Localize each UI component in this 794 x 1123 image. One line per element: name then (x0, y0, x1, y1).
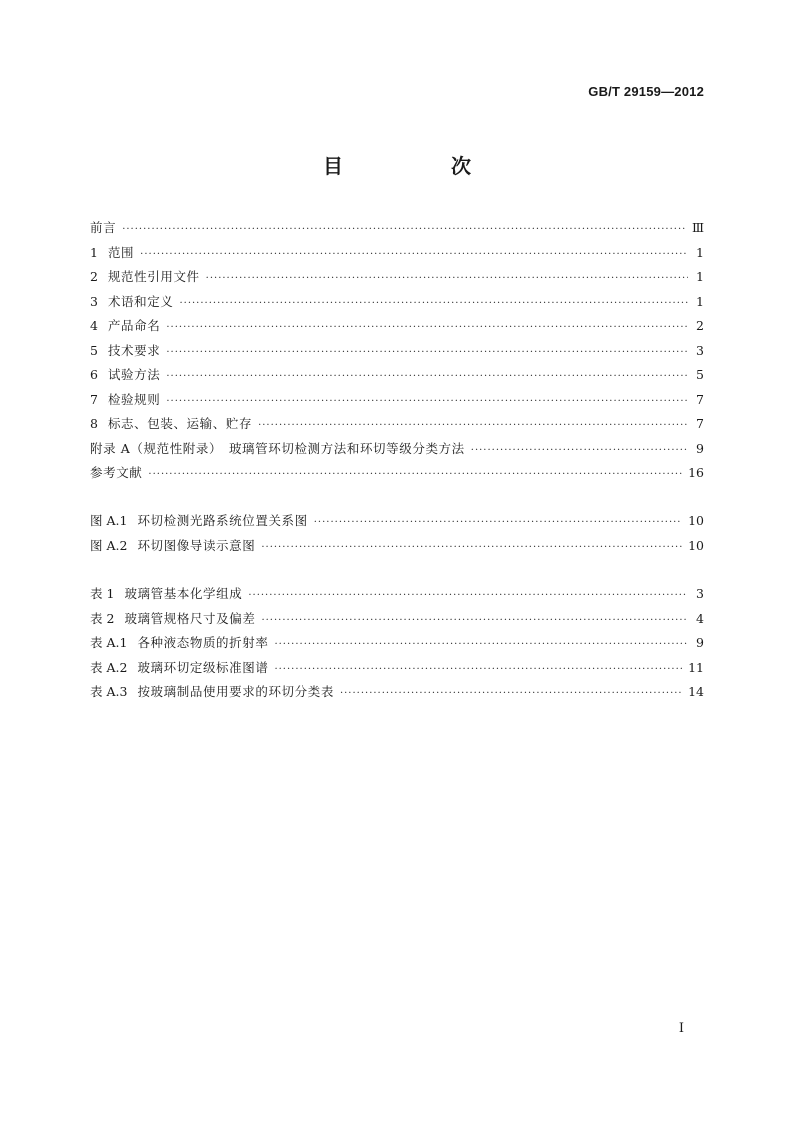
table-label: 玻璃管基本化学组成 (124, 586, 243, 601)
toc-entry-number: 1 (90, 244, 98, 260)
figure-page: 10 (688, 537, 704, 553)
toc-tables (90, 582, 704, 705)
toc-entry-number: 3 (90, 293, 98, 309)
toc-entry-7[interactable] (90, 388, 704, 413)
toc-entry-label: 试验方法 (107, 367, 161, 382)
table-entry[interactable] (90, 680, 704, 705)
dot-leader (206, 267, 688, 292)
figure-number: 图 A.1 (90, 513, 128, 528)
toc-entry-number: 8 (90, 416, 98, 431)
toc-entry-number: 5 (90, 342, 98, 358)
table-entry[interactable] (90, 656, 704, 681)
toc-entry-foreword[interactable] (90, 216, 704, 241)
table-label: 各种液态物质的折射率 (137, 635, 269, 650)
toc-entry-annex-a[interactable] (90, 437, 704, 462)
dot-leader (258, 414, 688, 439)
toc-entry-label: 范围 (107, 244, 135, 260)
table-entry[interactable] (90, 631, 704, 656)
toc-entry-page: 1 (696, 244, 704, 260)
dot-leader (166, 341, 688, 366)
toc-entry-number: 2 (90, 269, 98, 284)
figure-entry[interactable] (90, 509, 704, 534)
toc-entry-label: 技术要求 (107, 342, 161, 358)
toc-entry-label: 规范性引用文件 (107, 269, 200, 284)
toc-entry-page: 9 (696, 440, 704, 456)
standard-code: GB/T 29159—2012 (588, 84, 704, 99)
toc-entry-3[interactable] (90, 290, 704, 315)
dot-leader (248, 584, 688, 609)
table-number: 表 A.2 (90, 659, 128, 675)
toc-entry-2[interactable] (90, 265, 704, 290)
table-entry[interactable] (90, 582, 704, 607)
toc-entry-label: 术语和定义 (107, 293, 174, 309)
table-label: 玻璃环切定级标准图谱 (137, 659, 269, 675)
page-title: 目 次 (323, 154, 515, 178)
toc-entry-label: 前言 (90, 220, 117, 235)
figure-page: 10 (688, 513, 704, 528)
dot-leader (314, 511, 682, 536)
figure-label: 环切检测光路系统位置关系图 (137, 513, 308, 528)
toc-entry-page: 5 (696, 367, 704, 382)
dot-leader (166, 316, 688, 341)
page-number: I (678, 1021, 684, 1036)
dot-leader (471, 439, 688, 464)
toc-entry-4[interactable] (90, 314, 704, 339)
table-number: 表 1 (90, 586, 115, 601)
toc-entry-page: 7 (696, 391, 704, 407)
table-page: 14 (688, 684, 704, 699)
toc-entry-label: 检验规则 (107, 391, 161, 407)
dot-leader (274, 633, 688, 658)
toc-entry-5[interactable] (90, 339, 704, 364)
dot-leader (261, 609, 688, 634)
toc-entry-label: 参考文献 (90, 465, 143, 480)
dot-leader (166, 390, 688, 415)
figure-label: 环切图像导读示意图 (137, 537, 256, 553)
dot-leader (140, 243, 688, 268)
table-number: 表 A.1 (90, 635, 128, 650)
dot-leader (166, 365, 688, 390)
dot-leader (148, 463, 682, 488)
toc-entry-page: 16 (688, 465, 704, 480)
dot-leader (261, 536, 682, 561)
toc-entry-1[interactable] (90, 241, 704, 266)
toc-entry-number: 7 (90, 391, 98, 407)
toc-entry-page: 2 (696, 318, 704, 333)
toc-entry-page: 3 (696, 342, 704, 358)
table-number: 表 A.3 (90, 684, 128, 699)
toc-entry-bibliography[interactable] (90, 461, 704, 486)
table-page: 11 (688, 659, 704, 675)
toc-entry-page: 7 (696, 416, 704, 431)
toc-entry-8[interactable] (90, 412, 704, 437)
toc-main (90, 216, 704, 486)
toc-entry-label: 产品命名 (107, 318, 161, 333)
dot-leader (122, 218, 686, 243)
figure-number: 图 A.2 (90, 537, 128, 553)
toc-entry-page: 1 (696, 269, 704, 284)
toc-entry-label: 附录 A（规范性附录） 玻璃管环切检测方法和环切等级分类方法 (90, 440, 465, 456)
toc-entry-6[interactable] (90, 363, 704, 388)
toc-entry-page: 1 (696, 293, 704, 309)
dot-leader (179, 292, 688, 317)
dot-leader (274, 658, 682, 683)
dot-leader (340, 682, 682, 707)
table-page: 4 (696, 610, 704, 626)
figure-entry[interactable] (90, 534, 704, 559)
table-entry[interactable] (90, 607, 704, 632)
table-number: 表 2 (90, 610, 115, 626)
toc-entry-label: 标志、包装、运输、贮存 (107, 416, 253, 431)
table-label: 玻璃管规格尺寸及偏差 (124, 610, 256, 626)
toc-figures (90, 509, 704, 558)
table-page: 9 (696, 635, 704, 650)
toc-entry-page: Ⅲ (691, 220, 704, 235)
table-label: 按玻璃制品使用要求的环切分类表 (137, 684, 334, 699)
toc-entry-number: 6 (90, 367, 98, 382)
toc-entry-number: 4 (90, 318, 98, 333)
table-page: 3 (696, 586, 704, 601)
